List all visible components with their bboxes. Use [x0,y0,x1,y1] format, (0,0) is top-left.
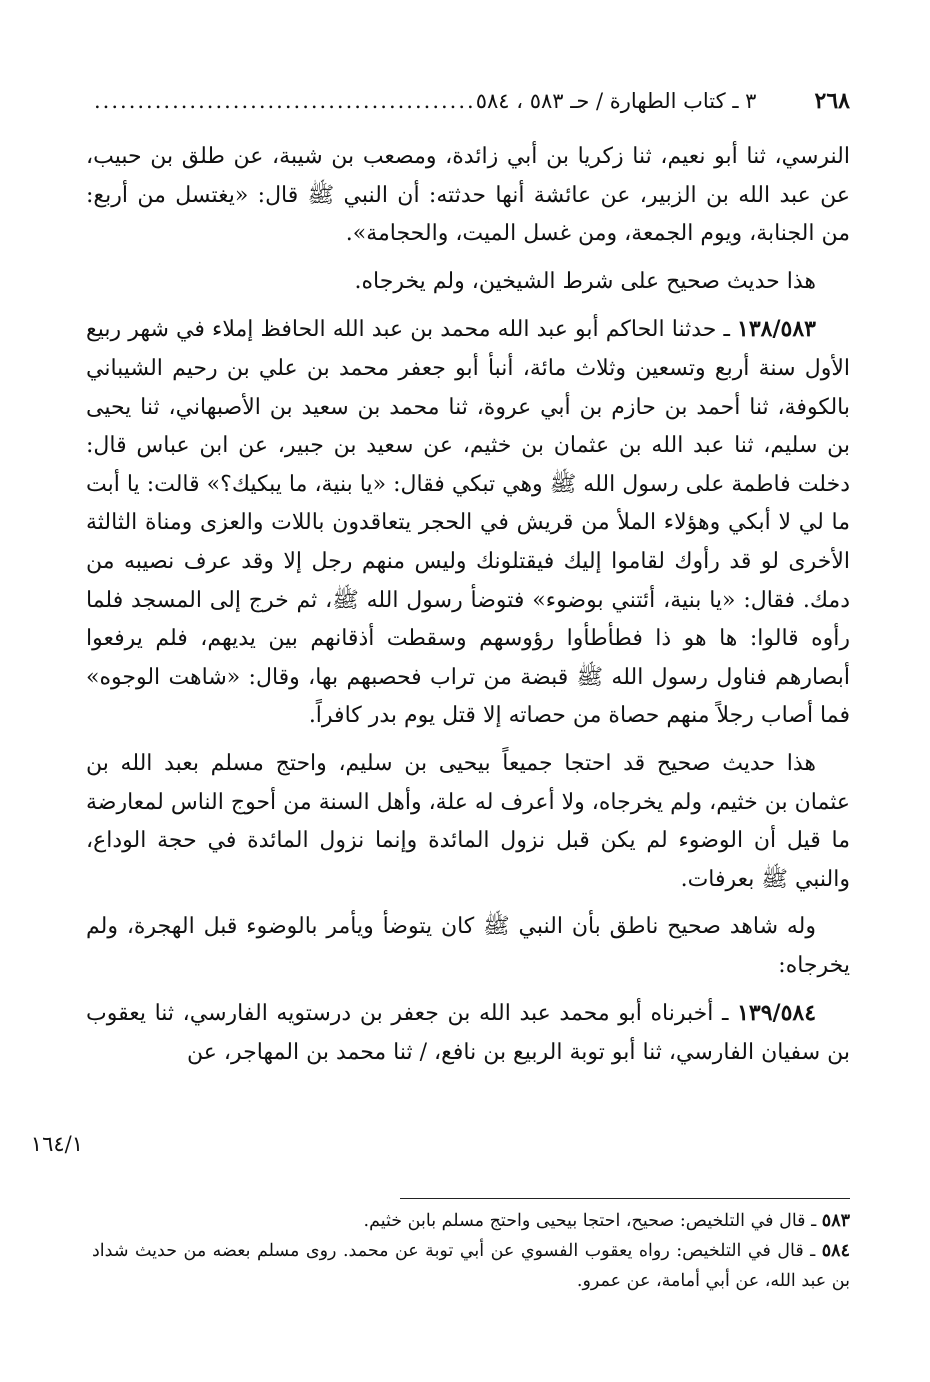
hadith-584 [86,994,850,1072]
hadith-583 [86,310,850,736]
footnote-divider [400,1198,850,1199]
paragraph-text: هذا حديث صحيح على شرط الشيخين، ولم يخرجاه. [354,268,816,294]
paragraph-text: وله شاهد صحيح ناطق بأن النبي ﷺ كان يتوضأ ويأمر بالوضوء قبل الهجرة، ولم يخرجاه: [86,914,850,978]
footnote-number: ٥٨٣ [821,1211,850,1231]
footnote-text: ـ قال في التلخيص: صحيح، احتجا بيحيى واحتج مسلم بابن خثيم. [363,1211,817,1231]
hadith-text: ـ أخبرناه أبو محمد عبد الله بن جعفر بن درستويه الفارسي، ثنا يعقوب بن سفيان الفارسي، ثنا أبو توبة الربيع بن نافع، / ثنا محمد بن المهاجر، عن [86,1001,850,1066]
hadith-text: ـ حدثنا الحاكم أبو عبد الله محمد بن عبد الله الحافظ إملاء في شهر ربيع الأول سنة أربع وتسعين وثلاث مائة، أنبأ أبو جعفر محمد بن علي بن رحيم الشيباني بالكوفة، ثنا أحمد بن حازم بن أبي عروة، ثنا محمد بن سعيد بن الأصبهاني، ثنا يحيى بن سليم، ثنا عبد الله بن عثمان بن خثيم، عن سعيد بن جبير، عن ابن عباس قال: دخلت فاطمة على رسول الله ﷺ وهي تبكي فقال: «يا بنية، ما يبكيك؟» قالت: يا أبت ما لي لا أبكي وهؤلاء الملأ من قريش في الحجر يتعاقدون باللات والعزى ومناة الثالثة الأخرى لو قد رأوك لقاموا إليك فيقتلونك وليس منهم رجل إلا وقد عرف نصيبه من دمك. فقال: «يا بنية، أئتني بوضوء» فتوضأ رسول الله ﷺ، ثم خرج إلى المسجد فلما رأوه قالوا: ها هو ذا فطأطأوا رؤوسهم وسقطت أذقانهم بين يديهم، فلم يرفعوا أبصارهم فناول رسول الله ﷺ قبضة من تراب فحصبهم بها، وقال: «شاهت الوجوه» فما أصاب رجلاً منهم حصاة من حصاته إلا قتل يوم بدر كافراً. [86,317,850,729]
footnote-text: ـ قال في التلخيص: رواه يعقوب الفسوي عن أبي توبة عن محمد. روى مسلم بعضه من حديث شداد بن عبد الله، عن أبي أمامة، عن عمرو. [92,1241,850,1291]
paragraph-text: هذا حديث صحيح قد احتجا جميعاً بيحيى بن سليم، واحتج مسلم بعبد الله بن عثمان بن خثيم، ولم يخرجاه، ولا أعرف له علة، وأهل السنة من أحوج الناس لمعارضة ما قيل أن الوضوء لم يكن قبل نزول المائدة وإنما نزول المائدة في حجة الوداع، والنبي ﷺ بعرفات. [86,750,850,892]
paragraph-text: النرسي، ثنا أبو نعيم، ثنا زكريا بن أبي زائدة، ومصعب بن شيبة، عن طلق بن حبيب، عن عبد الله بن الزبير، عن عائشة أنها حدثته: أن النبي ﷺ قال: «يغتسل من أربع: من الجنابة، ويوم الجمعة، ومن غسل الميت، والحجامة». [86,144,850,247]
header-leader-dots: ............................................ [94,88,476,113]
paragraph-grading [86,745,850,899]
page-header [88,78,850,114]
footnote-number: ٥٨٤ [821,1241,850,1261]
footnote-584 [92,1236,850,1296]
paragraph-grading [86,263,850,302]
hadith-number: ١٣٩/٥٨٤ [737,1000,817,1027]
footnotes [92,1206,850,1296]
footnote-583 [92,1206,850,1236]
page-number: ٢٦٨ [814,87,850,114]
hadith-number: ١٣٨/٥٨٣ [737,316,816,343]
main-text [86,138,850,1073]
paragraph-continuation [86,138,850,254]
paragraph-witness [86,908,850,985]
running-title: ٣ ـ كتاب الطهارة / حـ ٥٨٣ ، ٥٨٤ [475,88,757,113]
margin-reference: ١٦٤/١ [30,1132,83,1156]
running-title-group [88,89,756,114]
